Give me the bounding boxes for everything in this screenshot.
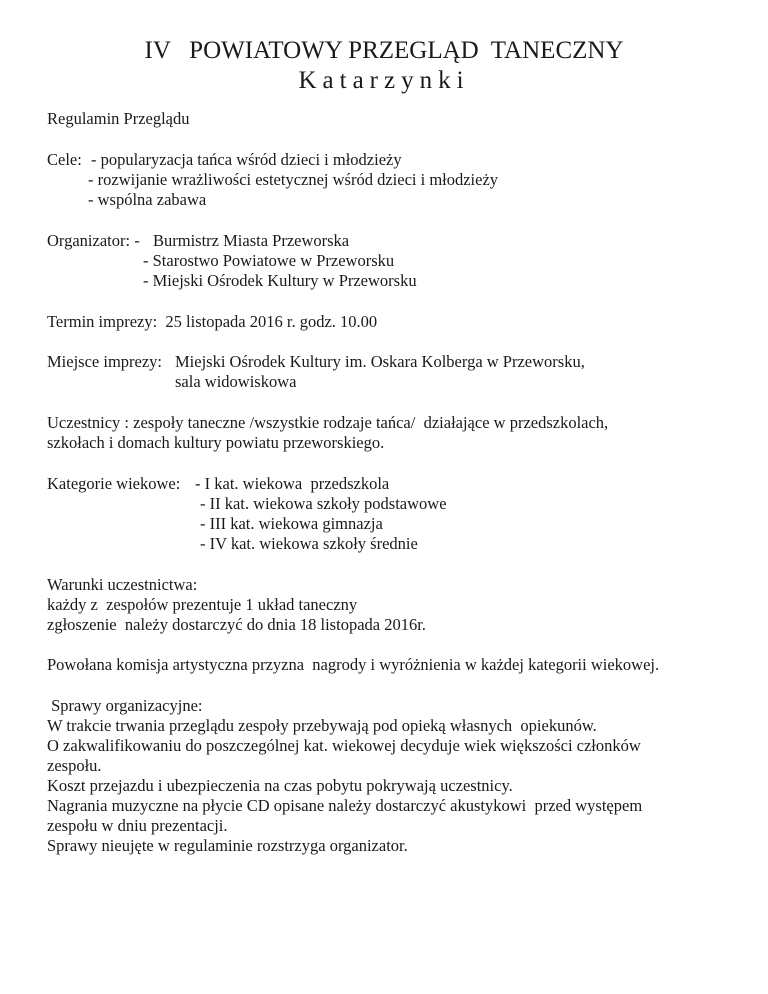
warunki-line: zgłoszenie należy dostarczyć do dnia 18 listopada 2016r. <box>47 615 426 634</box>
sprawy-line: W trakcie trwania przeglądu zespoły przebywają pod opieką własnych opiekunów. <box>47 716 597 735</box>
warunki-line: każdy z zespołów prezentuje 1 układ taneczny <box>47 595 358 614</box>
miejsce-line: Miejski Ośrodek Kultury im. Oskara Kolberga w Przeworsku, <box>175 352 585 371</box>
termin-line: Termin imprezy: 25 listopada 2016 r. godz. 10.00 <box>47 312 378 331</box>
sprawy-heading: Sprawy organizacyjne: <box>47 696 203 715</box>
uczestnicy-line: szkołach i domach kultury powiatu przeworskiego. <box>47 433 385 452</box>
organizator-label: Organizator: - <box>47 231 140 250</box>
title-line-1: IV POWIATOWY PRZEGLĄD TANECZNY <box>144 37 624 64</box>
miejsce-label: Miejsce imprezy: <box>47 352 163 371</box>
uczestnicy-line: Uczestnicy : zespoły taneczne /wszystkie rodzaje tańca/ działające w przedszkolach, <box>47 413 609 432</box>
sprawy-line: Nagrania muzyczne na płycie CD opisane należy dostarczyć akustykowi przed występem <box>47 796 643 815</box>
sprawy-line: zespołu w dniu prezentacji. <box>47 816 228 835</box>
sprawy-line: O zakwalifikowaniu do poszczególnej kat. wiekowej decyduje wiek większości członków <box>47 736 641 755</box>
kategorie-item: - II kat. wiekowa szkoły podstawowe <box>200 494 447 513</box>
title-line-2: Katarzynki <box>298 67 470 94</box>
organizator-item: Burmistrz Miasta Przeworska <box>153 231 350 250</box>
sprawy-line: Koszt przejazdu i ubezpieczenia na czas pobytu pokrywają uczestnicy. <box>47 776 513 795</box>
warunki-heading: Warunki uczestnictwa: <box>47 575 198 594</box>
komisja-line: Powołana komisja artystyczna przyzna nagrody i wyróżnienia w każdej kategorii wiekowej. <box>47 655 660 674</box>
miejsce-line: sala widowiskowa <box>175 372 297 391</box>
sprawy-line: zespołu. <box>47 756 102 775</box>
kategorie-item: - I kat. wiekowa przedszkola <box>195 474 390 493</box>
regulations-heading: Regulamin Przeglądu <box>47 109 190 128</box>
kategorie-item: - III kat. wiekowa gimnazja <box>200 514 383 533</box>
organizator-item: - Starostwo Powiatowe w Przeworsku <box>143 251 395 270</box>
organizator-item: - Miejski Ośrodek Kultury w Przeworsku <box>143 271 417 290</box>
sprawy-line: Sprawy nieujęte w regulaminie rozstrzyga organizator. <box>47 836 408 855</box>
kategorie-label: Kategorie wiekowe: <box>47 474 181 493</box>
cele-item: - wspólna zabawa <box>88 190 207 209</box>
cele-label: Cele: <box>47 150 82 169</box>
cele-item: - popularyzacja tańca wśród dzieci i młodzieży <box>91 150 402 169</box>
cele-item: - rozwijanie wrażliwości estetycznej wśród dzieci i młodzieży <box>88 170 499 189</box>
kategorie-item: - IV kat. wiekowa szkoły średnie <box>200 534 418 553</box>
